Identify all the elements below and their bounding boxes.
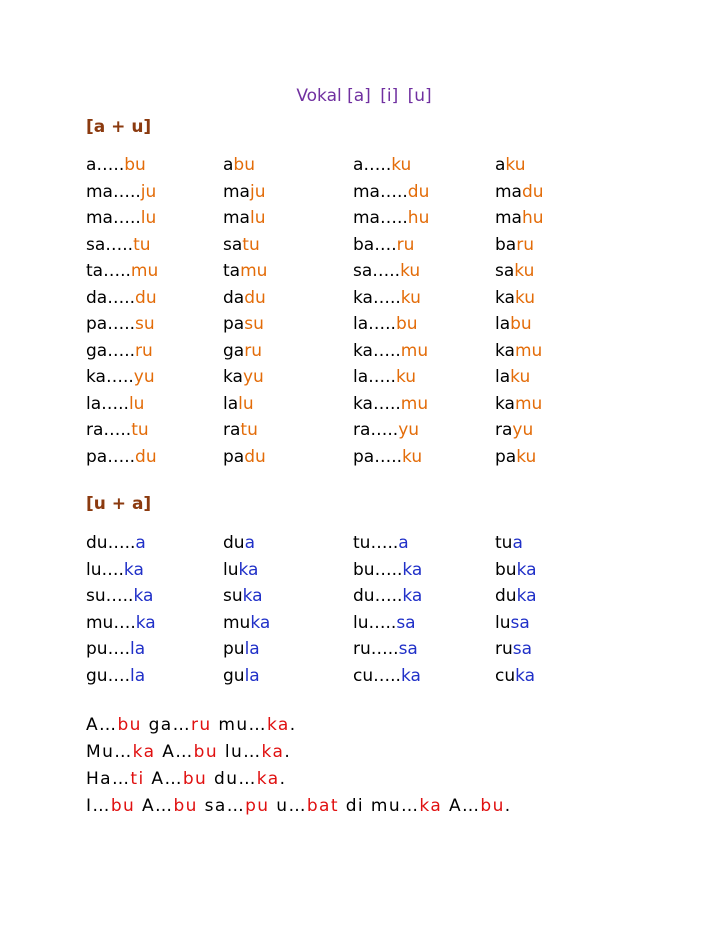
word-prefix: ka….. [86,367,134,388]
word-syllable: bu [233,155,255,176]
word-syllable: la [129,639,146,660]
word-cell [223,367,353,387]
word-cell [353,420,495,440]
word-cell [495,533,615,553]
word-prefix: ma….. [353,208,408,229]
word-prefix: pu [223,639,245,660]
word-syllable: a [512,533,523,554]
sentence-text: . [279,768,287,789]
sentence-text: A… [135,795,174,816]
table-row [86,636,686,663]
sentence-syllable: ka [132,741,156,762]
sentence [86,765,512,792]
word-syllable: lu [128,393,145,414]
word-syllable: du [521,181,544,202]
word-prefix: lu….. [353,612,397,633]
sentence-syllable: ka [419,795,443,816]
word-cell [86,533,223,553]
word-prefix: mu…. [86,612,136,633]
word-syllable: ru [135,340,153,361]
word-cell [86,341,223,361]
table-row [86,583,686,610]
sentence-syllable: ti [130,768,145,789]
sentence-syllable: ka [266,714,290,735]
word-prefix: lu [495,612,511,633]
word-syllable: tu [240,420,258,441]
word-syllable: mu [240,261,268,282]
word-prefix: lu [223,559,239,580]
word-syllable: yu [512,420,534,441]
word-prefix: bu [495,559,517,580]
sentence-syllable: bat [306,795,339,816]
word-syllable: ru [244,340,262,361]
word-cell [495,261,615,281]
word-prefix: ra [223,420,241,441]
table-row [86,311,686,338]
table-row [86,417,686,444]
word-cell [86,367,223,387]
word-prefix: ka….. [353,340,401,361]
word-cell [86,639,223,659]
word-syllable: ka [402,586,423,607]
word-cell [495,666,615,686]
sentence-text: A… [442,795,481,816]
word-prefix: ma….. [353,181,408,202]
word-syllable: ku [510,367,531,388]
word-cell [495,235,615,255]
table-row [86,205,686,232]
word-prefix: da [223,287,245,308]
word-prefix: a [223,155,234,176]
word-syllable: lu [249,208,266,229]
word-cell [353,288,495,308]
word-prefix: ru….. [353,639,399,660]
word-syllable: lu [140,208,157,229]
word-prefix: ka [495,340,515,361]
word-cell [353,182,495,202]
word-syllable: ku [400,261,421,282]
word-cell [86,288,223,308]
word-cell [223,533,353,553]
word-prefix: ta [223,261,241,282]
sentence-text: A… [155,741,194,762]
word-syllable: ku [505,155,526,176]
word-prefix: mu [223,612,251,633]
word-prefix: ra….. [86,420,132,441]
word-syllable: du [244,446,266,467]
sentence-text: . [289,714,297,735]
word-prefix: ta….. [86,261,131,282]
word-syllable: yu [133,367,155,388]
word-prefix: du….. [86,533,136,554]
word-prefix: ru [495,639,513,660]
word-cell [495,341,615,361]
word-syllable: ku [514,287,536,308]
word-syllable: tu [133,234,151,255]
syllable-table-u-a [86,530,686,689]
word-cell [86,394,223,414]
word-cell [86,560,223,580]
word-cell [223,341,353,361]
word-prefix: lu…. [86,559,124,580]
sentence-syllable: bu [117,714,142,735]
table-row [86,663,686,690]
word-syllable: ru [516,234,534,255]
word-syllable: ju [140,181,157,202]
word-prefix: pu…. [86,639,130,660]
word-syllable: ka [123,559,144,580]
word-syllable: hu [521,208,544,229]
word-prefix: ma [223,208,250,229]
sentence-text: I… [86,795,111,816]
word-syllable: bu [510,314,532,335]
word-syllable: du [135,446,157,467]
word-syllable: yu [242,367,264,388]
sentence-text: u… [269,795,307,816]
section-heading-u-a: [u + a] [86,494,152,514]
word-cell [223,208,353,228]
word-prefix: sa….. [86,234,134,255]
word-prefix: la….. [353,314,396,335]
word-cell [353,341,495,361]
word-syllable: ku [402,446,423,467]
word-cell [86,261,223,281]
word-syllable: sa [512,639,533,660]
word-cell [223,613,353,633]
word-prefix: ra….. [353,420,399,441]
word-syllable: sa [398,639,418,660]
word-syllable: la [244,639,260,660]
sentence-syllable: bu [480,795,505,816]
word-syllable: du [407,181,430,202]
table-row [86,530,686,557]
sentence-text: . [504,795,512,816]
word-syllable: du [135,287,157,308]
word-prefix: pa….. [353,446,403,467]
title-vokal-i: [i] [380,86,399,106]
word-cell [223,314,353,334]
word-syllable: bu [124,155,146,176]
word-syllable: du [244,287,266,308]
word-syllable: bu [395,314,418,335]
word-syllable: tu [131,420,149,441]
word-cell [353,314,495,334]
page-title [0,86,728,106]
word-syllable: yu [398,420,420,441]
table-row [86,557,686,584]
word-syllable: la [129,665,146,686]
word-syllable: mu [400,340,429,361]
practice-sentences [86,711,512,819]
word-cell [353,447,495,467]
word-prefix: gu [223,665,245,686]
word-syllable: lu [238,393,254,414]
word-syllable: ka [242,586,263,607]
word-syllable: ku [516,446,537,467]
table-row [86,610,686,637]
word-prefix: du [223,533,245,554]
word-cell [223,394,353,414]
word-prefix: cu….. [353,665,401,686]
word-prefix: ka [495,287,515,308]
word-prefix: la [223,393,239,414]
word-syllable: ka [402,559,423,580]
word-syllable: ka [133,586,154,607]
word-prefix: pa….. [86,446,136,467]
word-prefix: pa….. [86,314,136,335]
table-row [86,444,686,471]
word-cell [353,533,495,553]
word-cell [86,420,223,440]
word-cell [223,155,353,175]
word-prefix: du [495,586,517,607]
word-prefix: ma….. [86,181,141,202]
word-syllable: ku [400,287,421,308]
table-row [86,285,686,312]
word-prefix: bu….. [353,559,403,580]
word-syllable: ka [400,665,421,686]
word-prefix: pa [495,446,517,467]
table-row [86,364,686,391]
word-syllable: tu [242,234,260,255]
word-syllable: a [244,533,255,554]
word-syllable: la [244,665,260,686]
sentence-text: mu… [211,714,267,735]
sentence [86,711,512,738]
word-prefix: pa [223,446,245,467]
word-prefix: ka [495,393,515,414]
word-cell [495,560,615,580]
word-prefix: du….. [353,586,403,607]
table-row [86,232,686,259]
table-row [86,258,686,285]
word-syllable: sa [510,612,530,633]
word-prefix: la….. [353,367,396,388]
word-prefix: a [495,155,506,176]
word-cell [223,560,353,580]
word-prefix: ba [495,234,517,255]
sentence-text: Mu… [86,741,133,762]
word-cell [86,314,223,334]
word-cell [495,288,615,308]
word-cell [353,639,495,659]
word-syllable: ku [514,261,535,282]
word-cell [353,261,495,281]
sentence-text: Ha… [86,768,131,789]
word-syllable: mu [130,261,159,282]
word-cell [223,447,353,467]
word-prefix: la [495,314,511,335]
word-prefix: ka….. [353,393,401,414]
word-cell [223,639,353,659]
word-cell [495,155,615,175]
word-cell [495,586,615,606]
word-syllable: ka [515,665,536,686]
word-cell [353,666,495,686]
word-cell [86,155,223,175]
word-syllable: ka [250,612,271,633]
word-cell [495,639,615,659]
word-cell [86,666,223,686]
word-cell [495,420,615,440]
word-prefix: pa [223,314,245,335]
sentence-syllable: bu [110,795,136,816]
title-vokal-a: Vokal [a] [296,86,371,106]
sentence-text: ga… [141,714,192,735]
sentence-syllable: pu [245,795,270,816]
word-syllable: ru [396,234,415,255]
word-syllable: su [244,314,264,335]
word-syllable: mu [400,393,429,414]
word-cell [495,394,615,414]
word-prefix: ma [495,208,522,229]
word-syllable: mu [514,393,543,414]
word-syllable: ka [516,559,537,580]
word-prefix: ma….. [86,208,141,229]
sentence-text: A… [144,768,183,789]
table-row [86,152,686,179]
table-row [86,338,686,365]
word-cell [353,367,495,387]
word-syllable: ka [516,586,537,607]
word-prefix: su [223,586,243,607]
word-prefix: ga….. [86,340,136,361]
word-cell [86,208,223,228]
word-prefix: sa [223,234,243,255]
word-syllable: ku [391,155,412,176]
word-prefix: ka [223,367,243,388]
word-prefix: la [495,367,511,388]
word-syllable: a [135,533,146,554]
word-cell [495,613,615,633]
word-syllable: ku [395,367,417,388]
sentence-text: di mu… [338,795,420,816]
word-cell [86,447,223,467]
word-cell [86,586,223,606]
word-prefix: sa [495,261,515,282]
table-row [86,391,686,418]
word-syllable: su [135,314,155,335]
word-cell [353,155,495,175]
word-prefix: ba…. [353,234,397,255]
sentence-text: . [284,741,292,762]
word-cell [223,182,353,202]
word-syllable: hu [407,208,430,229]
sentence-syllable: ka [256,768,280,789]
section-heading-a-u: [a + u] [86,117,152,137]
word-cell [223,235,353,255]
word-prefix: ga [223,340,245,361]
word-prefix: tu [495,533,513,554]
word-cell [353,560,495,580]
word-syllable: ju [249,181,266,202]
word-cell [353,586,495,606]
word-syllable: ka [135,612,156,633]
word-prefix: ra [495,420,513,441]
word-cell [86,182,223,202]
word-cell [495,208,615,228]
sentence-syllable: ru [191,714,212,735]
sentence-syllable: bu [182,768,208,789]
word-cell [223,261,353,281]
word-syllable: ka [238,559,259,580]
sentence-syllable: bu [173,795,198,816]
word-prefix: da….. [86,287,136,308]
word-prefix: tu….. [353,533,399,554]
word-prefix: a….. [86,155,125,176]
word-cell [223,586,353,606]
word-cell [353,208,495,228]
sentence [86,792,512,819]
word-prefix: a….. [353,155,392,176]
word-prefix: su….. [86,586,134,607]
word-prefix: gu…. [86,665,130,686]
sentence-syllable: ka [261,741,285,762]
sentence-text: sa… [197,795,246,816]
sentence [86,738,512,765]
title-vokal-u: [u] [407,86,432,106]
word-cell [86,613,223,633]
table-row [86,179,686,206]
word-cell [223,288,353,308]
word-prefix: ka….. [353,287,401,308]
word-cell [353,235,495,255]
word-prefix: ma [223,181,250,202]
sentence-text: du… [207,768,257,789]
word-cell [353,394,495,414]
word-cell [86,235,223,255]
sentence-syllable: bu [193,741,219,762]
word-prefix: sa….. [353,261,401,282]
word-cell [495,367,615,387]
word-syllable: sa [396,612,416,633]
word-syllable: a [398,533,409,554]
word-prefix: la….. [86,393,129,414]
word-cell [495,182,615,202]
sentence-text: lu… [218,741,262,762]
word-cell [353,613,495,633]
sentence-text: A… [86,714,118,735]
word-syllable: mu [514,340,543,361]
word-cell [223,420,353,440]
word-cell [495,314,615,334]
word-prefix: cu [495,665,516,686]
syllable-table-a-u [86,152,686,470]
word-cell [223,666,353,686]
word-cell [495,447,615,467]
word-prefix: ma [495,181,522,202]
